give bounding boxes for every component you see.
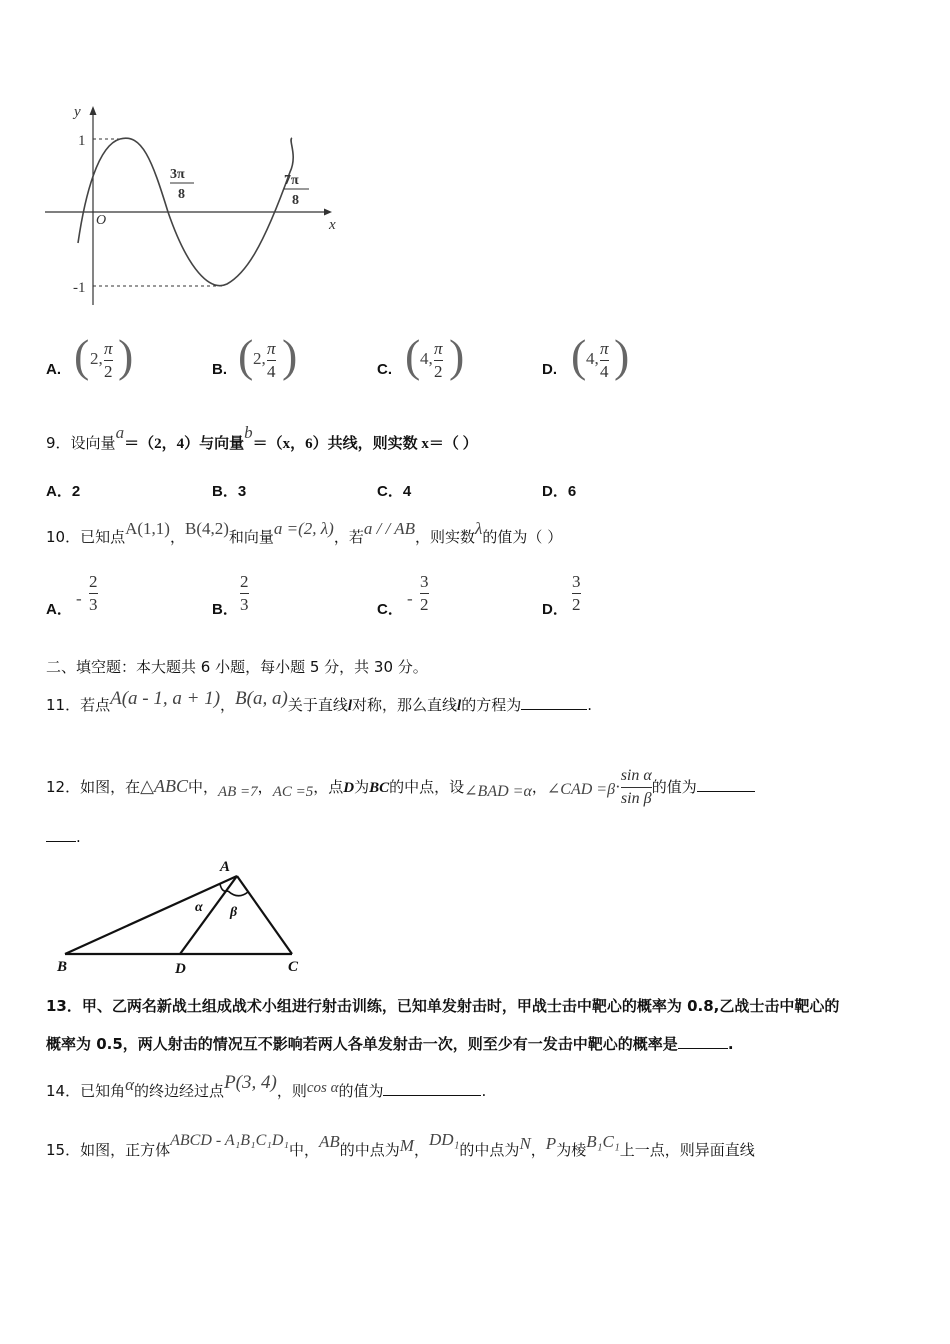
triangle-abc: △ABC	[140, 776, 188, 796]
q14-number: 14．	[46, 1082, 81, 1100]
question-9	[46, 423, 478, 453]
q8-option-a-frac: π 2	[104, 339, 113, 381]
q11-text-1: 若点	[80, 696, 111, 714]
y-max-label: 1	[78, 133, 86, 149]
tick2-num: 7π	[284, 173, 299, 188]
point-a: A(1,1)	[125, 519, 170, 538]
q10-text-5: ，则实数	[415, 528, 476, 546]
q11-number: 11．	[46, 696, 81, 714]
beta-arc	[228, 891, 248, 896]
ab-length: AB =7	[217, 784, 258, 800]
q10-option-c-letter: C．	[377, 601, 403, 618]
q10-option-c-frac: 3 2	[420, 572, 429, 614]
vertex-c-label: C	[288, 959, 299, 975]
q15-number: 15．	[46, 1141, 81, 1159]
answer-blank[interactable]	[697, 791, 755, 792]
x-axis-arrow	[324, 209, 332, 216]
side-ac	[237, 876, 292, 954]
answer-blank[interactable]	[46, 841, 76, 842]
point-p: P(3, 4)	[224, 1072, 277, 1093]
section-2-heading: 二、填空题：本大题共 6 小题，每小题 5 分，共 30 分。	[46, 658, 428, 676]
lambda: λ	[475, 519, 483, 538]
line-l: l	[457, 698, 462, 714]
right-paren: )	[118, 330, 134, 381]
q12-text-7: ，	[531, 778, 547, 796]
q12-text-4: ，点	[313, 778, 344, 796]
q8-option-b-frac: π 4	[267, 339, 276, 381]
q11-text-4: 对称，那么直线	[352, 696, 458, 714]
left-paren: (	[405, 330, 421, 381]
answer-blank[interactable]	[383, 1095, 481, 1096]
times-dot: ·	[615, 777, 621, 796]
side-ba	[65, 876, 237, 954]
q10-number: 10．	[46, 528, 81, 546]
q12-number: 12．	[46, 778, 81, 796]
left-paren: (	[571, 330, 587, 381]
right-paren: )	[282, 330, 298, 381]
q10-option-c-sign: -	[407, 589, 413, 608]
q10-text-3: 和向量	[228, 528, 274, 546]
q8-option-d-first: 4,	[586, 349, 599, 368]
q11-text-2: ，	[220, 696, 236, 714]
q12-text-1: 如图，在	[80, 778, 141, 796]
origin-label: O	[96, 213, 107, 228]
q14-text-4: 的值为	[338, 1082, 384, 1100]
point-b: B(4,2)	[184, 519, 229, 538]
q15-text-1: 如图，正方体	[80, 1141, 171, 1159]
q8-option-c-letter: C.	[377, 361, 392, 378]
q10-option-b-letter: B．	[212, 601, 238, 618]
q15-text-6: ，	[530, 1141, 546, 1159]
alpha-label: α	[195, 900, 203, 915]
vertex-b-label: B	[57, 959, 68, 975]
q14-period: .	[481, 1082, 487, 1100]
q15-text-7: 为棱	[556, 1141, 587, 1159]
line-l: l	[347, 698, 352, 714]
edge-ab: AB	[318, 1132, 340, 1151]
q15-text-4: ，	[413, 1141, 429, 1159]
q8-option-c-first: 4,	[420, 349, 433, 368]
q10-option-a-frac: 2 3	[89, 572, 98, 614]
q12-text-3: ，	[257, 778, 273, 796]
q9-option-d: D．6	[542, 483, 577, 500]
q9-text-3: ＝（x，6）共线，则实数 x＝（ ）	[252, 436, 478, 452]
answer-blank[interactable]	[521, 709, 587, 710]
point-m: M	[399, 1136, 414, 1155]
cos-alpha: cos α	[306, 1080, 339, 1096]
question-15	[46, 1130, 755, 1160]
q12-text-5: 为	[354, 778, 370, 796]
q8-option-b-first: 2,	[253, 349, 266, 368]
q11-period: .	[587, 696, 592, 714]
point-d: D	[343, 780, 355, 796]
q8-option-a-first: 2,	[90, 349, 103, 368]
q10-option-a-sign: -	[76, 589, 82, 608]
sine-graph	[40, 100, 350, 310]
segment-bc: BC	[369, 780, 390, 796]
vector-a-def: a =(2, λ)	[273, 519, 334, 538]
q9-option-b: B．3	[212, 483, 247, 500]
q9-text-2: ＝（2，4）与向量	[124, 436, 245, 452]
triangle-figure	[50, 855, 315, 980]
parallel-cond: a / / AB	[363, 519, 416, 538]
q10-text-4: ，若	[333, 528, 364, 546]
point-n: N	[519, 1134, 531, 1153]
vector-b: b	[244, 423, 253, 442]
q11-text-3: 关于直线	[287, 696, 348, 714]
point-p: P	[545, 1134, 557, 1153]
right-paren: )	[614, 330, 630, 381]
angle-bad: ∠BAD =α	[464, 783, 532, 800]
q8-option-d-frac: π 4	[600, 339, 609, 381]
q12-continuation	[46, 828, 81, 846]
q10-option-d-frac: 3 2	[572, 572, 581, 614]
q14-text-1: 已知角	[80, 1082, 126, 1100]
point-b-expr: B(a, a)	[235, 688, 288, 709]
left-paren: (	[74, 330, 90, 381]
q10-option-d-letter: D．	[542, 601, 568, 618]
q9-number: 9．	[46, 434, 71, 452]
q8-option-a-letter: A.	[46, 361, 61, 378]
y-axis-label: y	[74, 104, 81, 120]
question-12	[46, 765, 755, 810]
tick2-den: 8	[292, 193, 299, 208]
q13-text: 概率为 0.5，两人射击的情况互不影响若两人各单发射击一次，则至少有一发击中靶心的概率是	[46, 1035, 678, 1053]
q13-period: .	[727, 1035, 734, 1053]
x-axis-label: x	[329, 217, 336, 233]
tick1-den: 8	[178, 187, 185, 202]
q14-text-3: ，则	[276, 1082, 307, 1100]
q12-text-6: 的中点，设	[389, 778, 465, 796]
y-axis-arrow	[90, 106, 97, 115]
q10-text-6: 的值为（ ）	[482, 528, 563, 546]
edge-dd1: DD₁	[428, 1130, 460, 1149]
left-paren: (	[238, 330, 254, 381]
ac-length: AC =5	[272, 784, 314, 800]
cube-name: ABCD - A₁B₁C₁D₁	[170, 1132, 289, 1149]
question-13-line-1: 13．甲、乙两名新战土组成战术小组进行射击训练，已知单发射击时，甲战士击中靶心的概率为 0.8,乙战士击中靶心的	[46, 997, 840, 1015]
answer-blank[interactable]	[678, 1048, 728, 1049]
q12-period: .	[76, 828, 81, 846]
q8-option-d-letter: D.	[542, 361, 557, 378]
alpha: α	[125, 1075, 135, 1094]
q15-text-3: 的中点为	[339, 1141, 400, 1159]
sin-ratio: $\frac{\text{sin α}}{\text{sin β}}$	[620, 767, 652, 807]
right-paren: )	[449, 330, 465, 381]
question-10	[46, 519, 563, 547]
q10-option-b-frac: 2 3	[240, 572, 249, 614]
q10-text-2: ，	[169, 528, 185, 546]
median-ad	[180, 876, 237, 954]
q15-text-8: 上一点，则异面直线	[619, 1141, 755, 1159]
tick1-num: 3π	[170, 167, 185, 182]
question-11	[46, 688, 592, 716]
point-a-expr: A(a - 1, a + 1)	[110, 688, 221, 709]
point-d-label: D	[175, 961, 186, 977]
q8-option-c-frac: π 2	[434, 339, 443, 381]
q9-option-c: C．4	[377, 483, 412, 500]
q8-option-b-letter: B.	[212, 361, 227, 378]
question-14	[46, 1072, 487, 1102]
edge-b1c1: B₁C₁	[586, 1132, 620, 1151]
q15-text-2: 中，	[288, 1141, 319, 1159]
angle-cad: ∠CAD =β	[546, 781, 616, 798]
q10-text-1: 已知点	[80, 528, 126, 546]
q14-text-2: 的终边经过点	[134, 1082, 225, 1100]
question-13-line-2	[46, 1033, 734, 1054]
q12-text-8: 的值为	[651, 778, 697, 796]
q15-text-5: 的中点为	[459, 1141, 520, 1159]
beta-label: β	[230, 905, 238, 920]
q9-option-a: A．2	[46, 483, 81, 500]
q9-text-1: 设向量	[70, 434, 116, 452]
vector-a: a	[115, 423, 125, 442]
q12-text-2: 中，	[187, 778, 218, 796]
q11-text-5: 的方程为	[461, 696, 522, 714]
vertex-a-label: A	[220, 859, 231, 875]
y-min-label: -1	[73, 280, 86, 296]
q10-option-a-letter: A．	[46, 601, 72, 618]
